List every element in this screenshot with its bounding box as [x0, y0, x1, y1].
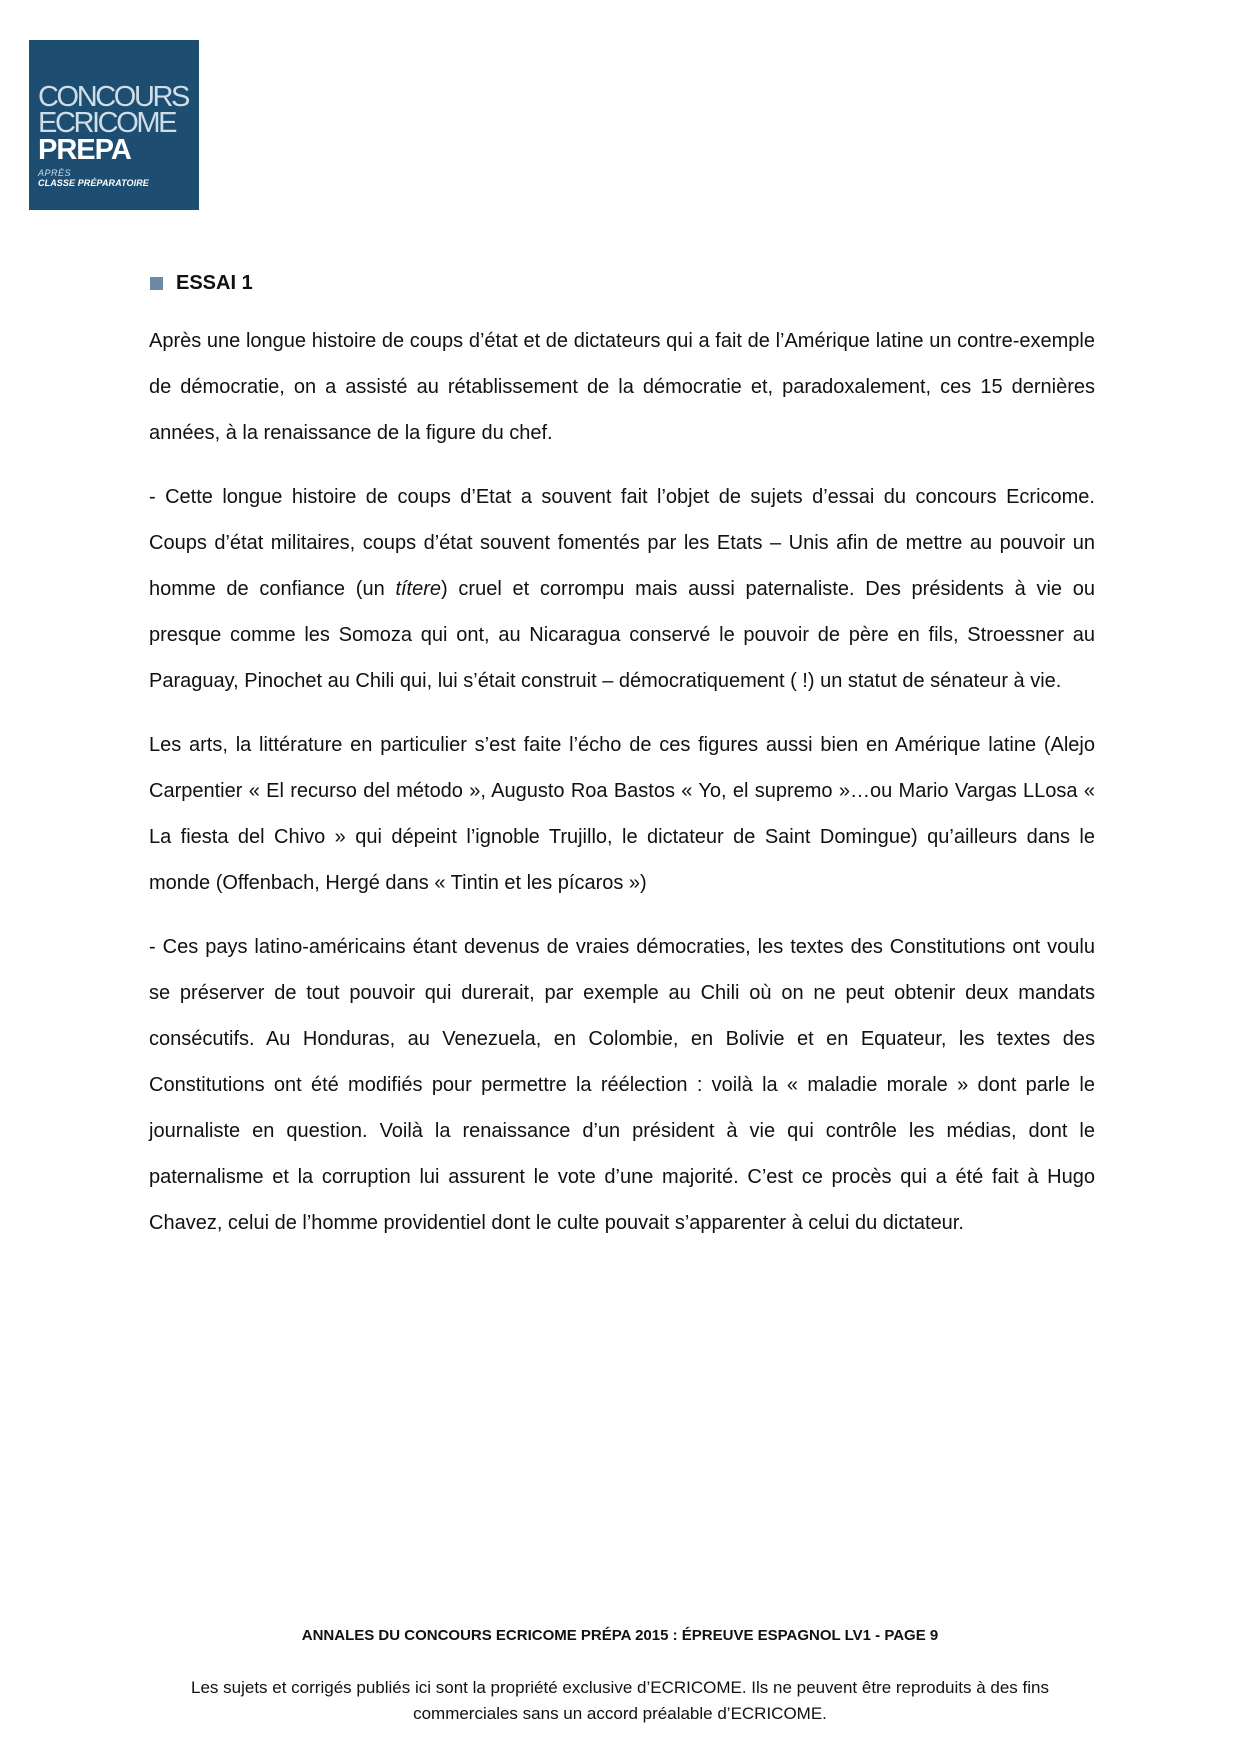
- logo-line-prepa: PREPA: [38, 134, 131, 166]
- section-heading-label: ESSAI 1: [176, 271, 253, 294]
- logo-line-classe-preparatoire: CLASSE PRÉPARATOIRE: [38, 178, 149, 188]
- paragraph-4: - Ces pays latino-américains étant devenus de vraies démocraties, les textes des Constitutions ont voulu se préserver de tout pouvoir qui durerait, par exemple au Chili où on ne peut obtenir deux mandats consécutifs. Au Honduras, au Venezuela, en Colombie, en Bolivie et en Equateur, les textes des Constitutions ont été modifiés pour permettre la réélection : voilà la « maladie morale » dont parle le journaliste en question. Voilà la renaissance d’un président à vie qui contrôle les médias, dont le paternalisme et la corruption lui assurent le vote d’une majorité. C’est ce procès qui a été fait à Hugo Chavez, celui de l’homme providentiel dont le culte pouvait s’apparenter à celui du dictateur.: [149, 936, 1095, 1234]
- square-bullet-icon: [150, 277, 163, 290]
- section-heading: [150, 269, 253, 297]
- footer-title: ANNALES DU CONCOURS ECRICOME PRÉPA 2015 : ÉPREUVE ESPAGNOL LV1 - PAGE 9: [301, 1627, 939, 1644]
- footer-copyright-note: Les sujets et corrigés publiés ici sont la propriété exclusive d’ECRICOME. Ils ne peuvent être reproduits à des fins commerciales sans un accord préalable d’ECRICOME.: [191, 1678, 1049, 1723]
- paragraph-2-part-2: ) cruel et corrompu mais aussi paternaliste. Des présidents à vie ou presque comme les Somoza qui ont, au Nicaragua conservé le pouvoir de père en fils, Stroessner au Paraguay, Pinochet au Chili qui, lui s’était construit – démocratiquement ( !) un statut de sénateur à vie.: [149, 578, 1096, 692]
- logo-line-ecricome: ECRICOME: [38, 107, 176, 139]
- essay-body: [149, 318, 1095, 1264]
- ecricome-logo: [29, 40, 199, 210]
- logo-line-apres: APRÈS: [38, 168, 72, 178]
- logo-line-concours: CONCOURS: [38, 81, 188, 113]
- paragraph-2: [149, 474, 1095, 704]
- paragraph-2-part-1: - Cette longue histoire de coups d’Etat a souvent fait l’objet de sujets d’essai du concours Ecricome. Coups d’état militaires, coups d’état souvent fomentés par les Etats – Unis afin de mettre au pouvoir un homme de confiance (un: [149, 486, 1095, 600]
- paragraph-3: Les arts, la littérature en particulier s’est faite l’écho de ces figures aussi bien en Amérique latine (Alejo Carpentier « El recurso del método », Augusto Roa Bastos « Yo, el supremo »…ou Mario Vargas LLosa « La fiesta del Chivo » qui dépeint l’ignoble Trujillo, le dictateur de Saint Domingue) qu’ailleurs dans le monde (Offenbach, Hergé dans « Tintin et les pícaros »): [149, 734, 1095, 894]
- paragraph-2-italic-word: títere: [395, 578, 442, 600]
- paragraph-1: Après une longue histoire de coups d’état et de dictateurs qui a fait de l’Amérique latine un contre-exemple de démocratie, on a assisté au rétablissement de la démocratie et, paradoxalement, ces 15 dernières années, à la renaissance de la figure du chef.: [149, 330, 1095, 444]
